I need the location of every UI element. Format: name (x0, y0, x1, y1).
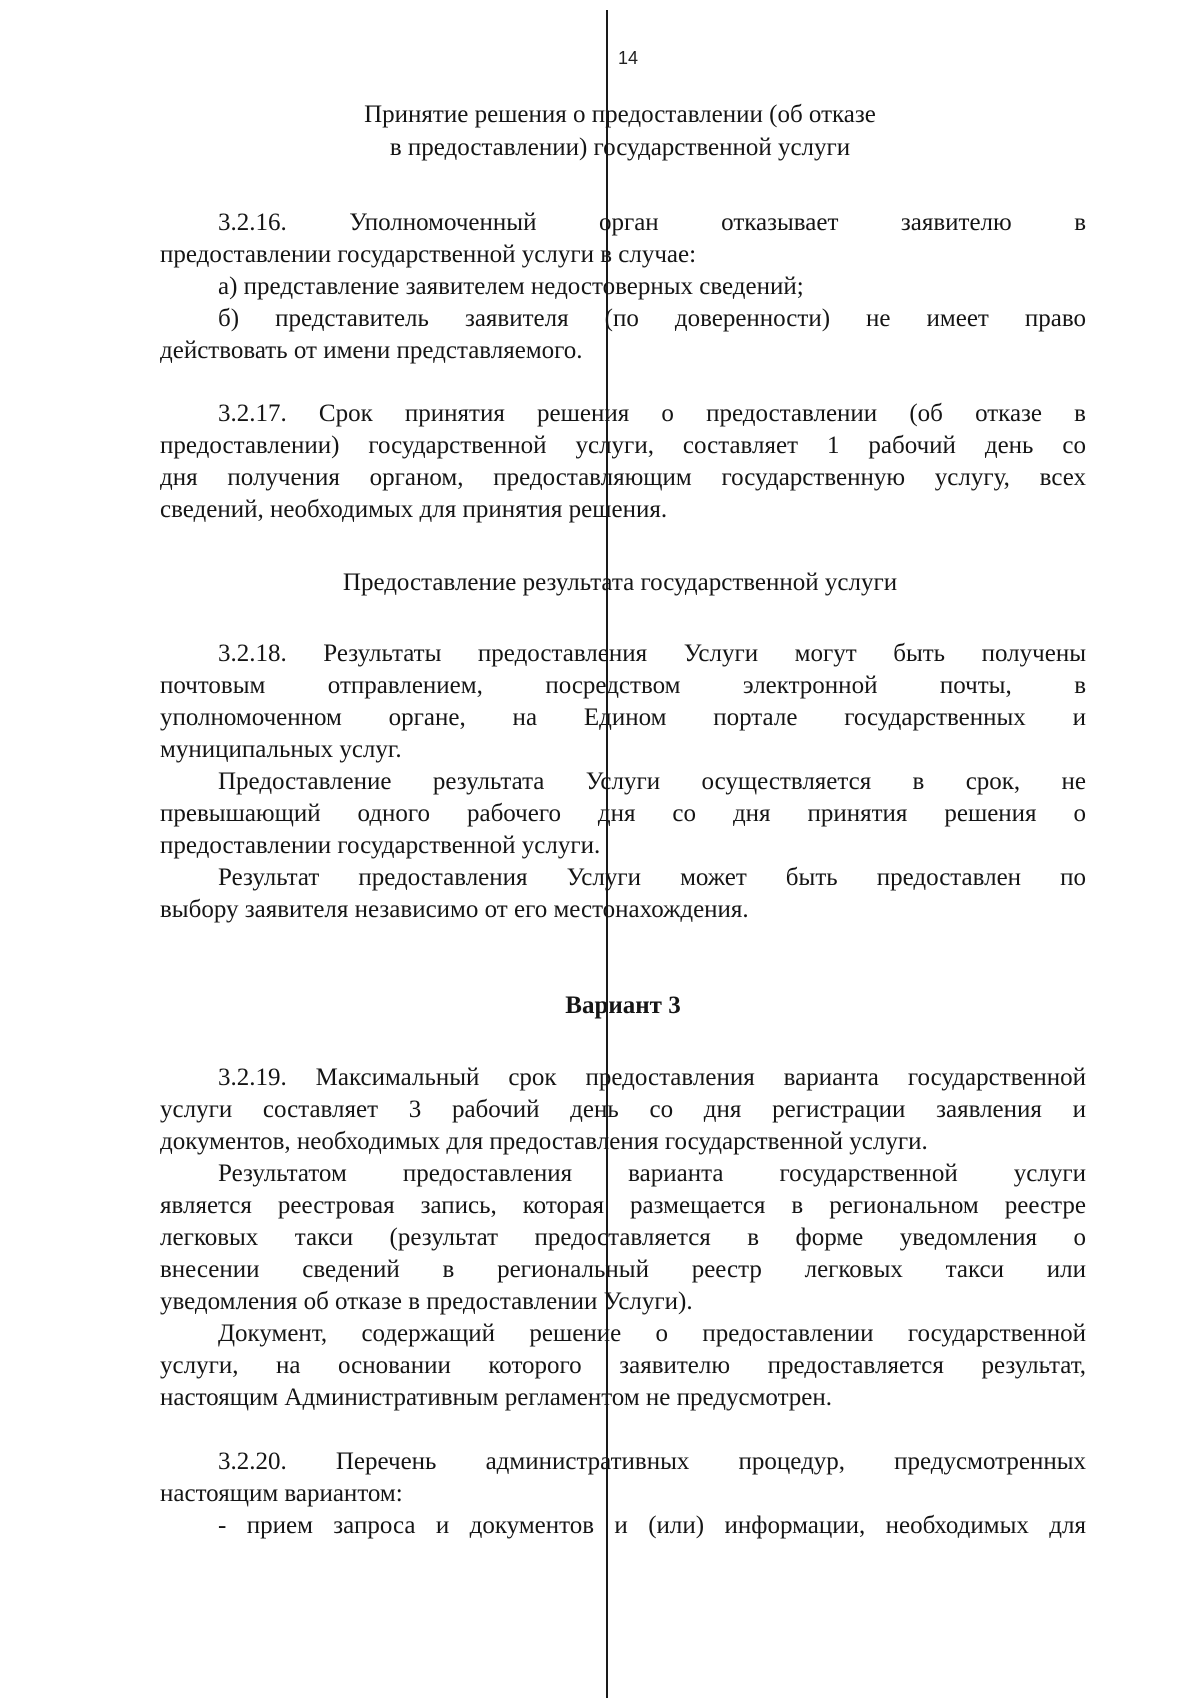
paragraph-result-delivery (160, 766, 1086, 862)
text-line: сведений, необходимых для принятия решения. (160, 496, 668, 523)
text-line: почтовым отправлением, посредством электронной почты, в (160, 672, 1086, 699)
text-line: является реестровая запись, которая размещается в региональном реестре (160, 1192, 1086, 1219)
heading-line: Принятие решения о предоставлении (об отказе (364, 101, 876, 128)
text-line: 3.2.17. Срок принятия решения о предоставлении (об отказе в (218, 400, 1086, 427)
text-line: уполномоченном органе, на Едином портале государственных и (160, 704, 1086, 731)
text-line: настоящим Административным регламентом не предусмотрен. (160, 1384, 833, 1411)
text-line: выбору заявителя независимо от его местонахождения. (160, 896, 749, 923)
text-line: дня получения органом, предоставляющим государственную услугу, всех (160, 464, 1086, 491)
text-line: внесении сведений в региональный реестр легковых такси или (160, 1256, 1086, 1283)
paragraph-result-record (160, 1158, 1086, 1318)
text-line: Предоставление результата Услуги осуществляется в срок, не (218, 768, 1086, 795)
page-number: 14 (618, 48, 639, 68)
paragraph-3-2-20 (160, 1446, 1086, 1542)
text-line: предоставлении) государственной услуги, составляет 1 рабочий день со (160, 432, 1086, 459)
text-line: легковых такси (результат предоставляется в форме уведомления о (160, 1224, 1086, 1251)
text-line: уведомления об отказе в предоставлении Услуги). (160, 1288, 693, 1315)
text-line: услуги, на основании которого заявителю предоставляется результат, (160, 1352, 1086, 1379)
text-line: б) представитель заявителя (по доверенности) не имеет право (218, 305, 1086, 332)
text-line: а) представление заявителем недостоверных сведений; (218, 273, 804, 300)
variant-title: Вариант 3 (565, 992, 681, 1019)
text-line: Документ, содержащий решение о предоставлении государственной (218, 1320, 1086, 1347)
text-line: превышающий одного рабочего дня со дня принятия решения о (160, 800, 1086, 827)
text-line: 3.2.19. Максимальный срок предоставления варианта государственной (218, 1064, 1086, 1091)
paragraph-3-2-19 (160, 1062, 1086, 1158)
heading-result (160, 566, 1080, 599)
text-line: предоставлении государственной услуги в случае: (160, 241, 697, 268)
paragraph-document (160, 1318, 1086, 1414)
text-line: документов, необходимых для предоставления государственной услуги. (160, 1128, 928, 1155)
text-line: предоставлении государственной услуги. (160, 832, 601, 859)
paragraph-3-2-17 (160, 398, 1086, 526)
heading-line: Предоставление результата государственной услуги (342, 569, 898, 596)
text-line: настоящим вариантом: (160, 1480, 403, 1507)
text-line: 3.2.20. Перечень административных процедур, предусмотренных (218, 1448, 1086, 1475)
text-line: действовать от имени представляемого. (160, 337, 583, 364)
text-line: 3.2.18. Результаты предоставления Услуги могут быть получены (218, 640, 1086, 667)
paragraph-3-2-16 (160, 207, 1086, 367)
text-line: муниципальных услуг. (160, 736, 402, 763)
heading-line: в предоставлении) государственной услуги (389, 134, 851, 161)
text-line: Результат предоставления Услуги может быть предоставлен по (218, 864, 1086, 891)
text-line: 3.2.16. Уполномоченный орган отказывает заявителю в (218, 209, 1086, 236)
text-line: услуги составляет 3 рабочий день со дня регистрации заявления и (160, 1096, 1086, 1123)
text-line: - прием запроса и документов и (или) информации, необходимых для (218, 1512, 1086, 1539)
paragraph-3-2-18 (160, 638, 1086, 766)
paragraph-result-location (160, 862, 1086, 926)
text-line: Результатом предоставления варианта государственной услуги (218, 1160, 1086, 1187)
heading-decision (160, 98, 1080, 164)
